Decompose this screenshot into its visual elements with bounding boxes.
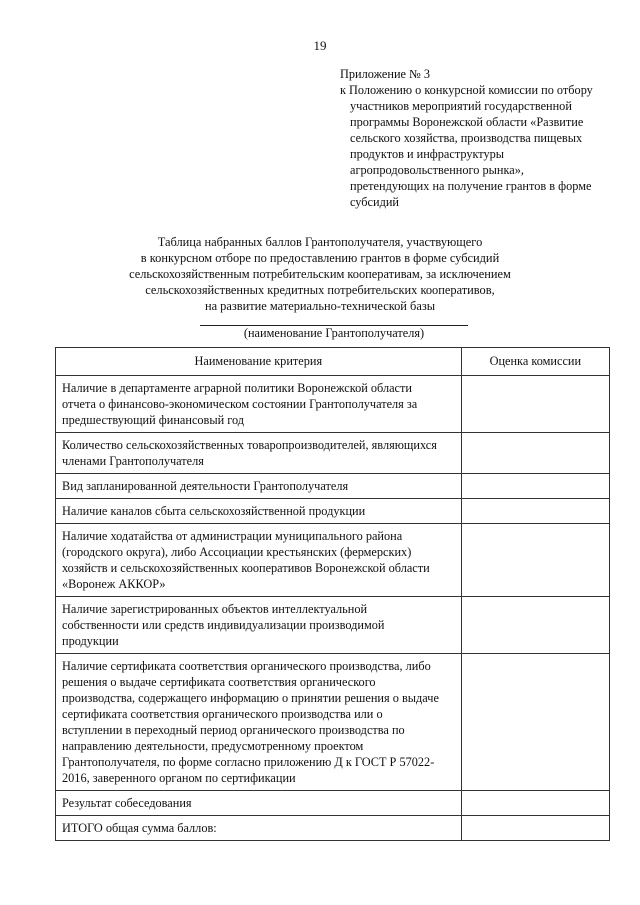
criterion-line: Наличие ходатайства от администрации муниципального района <box>62 529 403 543</box>
score-cell[interactable] <box>461 654 609 791</box>
appendix-line: участников мероприятий государственной <box>350 99 572 113</box>
table-row <box>56 376 610 433</box>
score-cell[interactable] <box>461 597 609 654</box>
grantee-name-caption: (наименование Грантополучателя) <box>243 326 425 340</box>
criterion-cell <box>56 791 462 816</box>
criterion-line: Наличие сертификата соответствия органического производства, либо <box>62 659 431 673</box>
table-row <box>56 597 610 654</box>
criterion-line: 2016, заверенного органом по сертификации <box>62 771 296 785</box>
criterion-line: Вид запланированной деятельности Грантополучателя <box>62 479 349 493</box>
criterion-line: «Воронеж АККОР» <box>62 577 166 591</box>
criterion-line: предшествующий финансовый год <box>62 413 245 427</box>
criterion-cell <box>56 433 462 474</box>
criterion-cell <box>56 376 462 433</box>
title-line: в конкурсном отборе по предоставлению грантов в форме субсидий <box>140 251 500 265</box>
header-commission-score: Оценка комиссии <box>461 348 609 376</box>
score-cell-total[interactable] <box>461 816 609 841</box>
criterion-line: собственности или средств индивидуализации производимой <box>62 618 385 632</box>
table-row-total <box>56 816 610 841</box>
appendix-line: агропродовольственного рынка», <box>350 163 524 177</box>
page-number: 19 <box>313 38 327 53</box>
score-cell[interactable] <box>461 433 609 474</box>
table-row <box>56 524 610 597</box>
criterion-cell <box>56 597 462 654</box>
criterion-cell <box>56 654 462 791</box>
criterion-line: ИТОГО общая сумма баллов: <box>62 821 217 835</box>
score-cell[interactable] <box>461 376 609 433</box>
table-row <box>56 499 610 524</box>
criterion-line: решения о выдаче сертификата соответствия органического <box>62 675 376 689</box>
criterion-line: Грантополучателя, по форме согласно приложению Д к ГОСТ Р 57022- <box>62 755 435 769</box>
criterion-line: Наличие зарегистрированных объектов интеллектуальной <box>62 602 368 616</box>
criterion-cell <box>56 499 462 524</box>
table-row <box>56 433 610 474</box>
table-row <box>56 654 610 791</box>
criterion-line: сертификата соответствия органического производства или о <box>62 707 383 721</box>
table-header-row <box>56 348 610 376</box>
criterion-line: Наличие в департаменте аграрной политики Воронежской области <box>62 381 412 395</box>
appendix-line: сельского хозяйства, производства пищевых <box>350 131 583 145</box>
criterion-line: отчета о финансово-экономическом состоянии Грантополучателя за <box>62 397 418 411</box>
title-line: Таблица набранных баллов Грантополучателя, участвующего <box>157 235 483 249</box>
criterion-line: производства, содержащего информацию о принятии решения о выдаче <box>62 691 439 705</box>
header-criterion-name: Наименование критерия <box>56 348 462 376</box>
criterion-line: продукции <box>62 634 119 648</box>
title-line: сельскохозяйственных кредитных потребительских кооперативов, <box>145 283 495 297</box>
appendix-title: Приложение № 3 <box>340 67 431 81</box>
score-cell[interactable] <box>461 524 609 597</box>
score-cell[interactable] <box>461 791 609 816</box>
criterion-line: Количество сельскохозяйственных товаропроизводителей, являющихся <box>62 438 437 452</box>
score-cell[interactable] <box>461 499 609 524</box>
appendix-block <box>340 66 620 210</box>
criterion-line: членами Грантополучателя <box>62 454 204 468</box>
title-line: на развитие материально-технической базы <box>204 299 436 313</box>
table-row <box>56 474 610 499</box>
criterion-line: Наличие каналов сбыта сельскохозяйственной продукции <box>62 504 366 518</box>
criterion-line: направлению деятельности, предусмотренному проектом <box>62 739 364 753</box>
criterion-cell <box>56 524 462 597</box>
criterion-line: Результат собеседования <box>62 796 192 810</box>
criterion-cell <box>56 474 462 499</box>
appendix-line: программы Воронежской области «Развитие <box>350 115 584 129</box>
title-line: сельскохозяйственным потребительским кооперативам, за исключением <box>129 267 511 281</box>
criterion-line: (городского округа), либо Ассоциации крестьянских (фермерских) <box>62 545 412 559</box>
appendix-line: субсидий <box>350 195 399 209</box>
criterion-cell <box>56 816 462 841</box>
score-cell[interactable] <box>461 474 609 499</box>
document-title <box>60 234 580 314</box>
appendix-line: претендующих на получение грантов в форме <box>350 179 592 193</box>
criterion-line: хозяйств и сельскохозяйственных кооперативов Воронежской области <box>62 561 430 575</box>
criterion-line: вступлении в переходный период органического производства по <box>62 723 405 737</box>
appendix-line: к Положению о конкурсной комиссии по отбору <box>340 83 593 97</box>
table-row <box>56 791 610 816</box>
criteria-table <box>55 347 610 841</box>
appendix-line: продуктов и инфраструктуры <box>350 147 505 161</box>
